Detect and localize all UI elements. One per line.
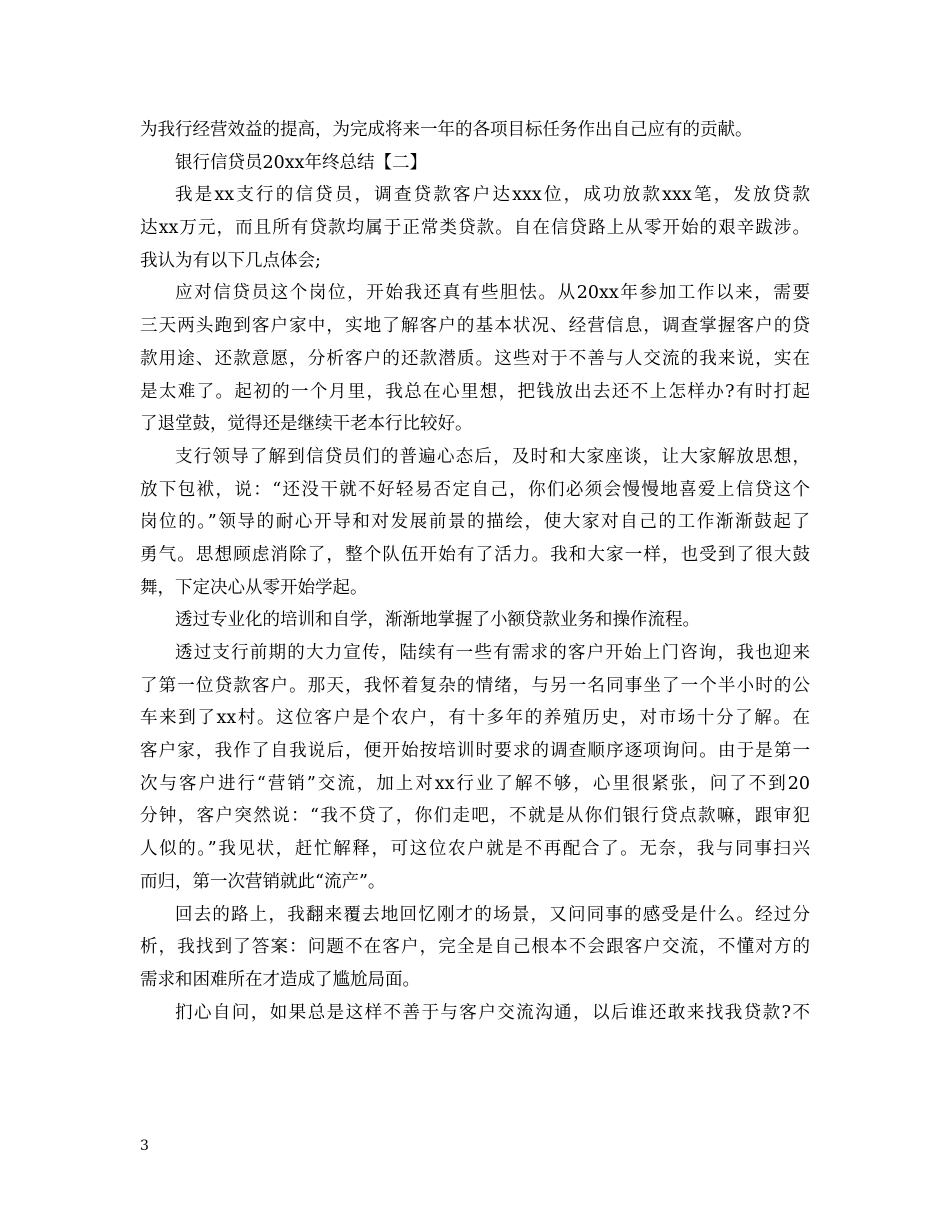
text-line: 款用途、还款意愿，分析客户的还款潜质。这些对于不善与人交流的我来说，实在 (140, 348, 810, 369)
text-line: 而归，第一次营销就此“流产”。 (140, 871, 386, 892)
text-line: 我认为有以下几点体会; (140, 250, 321, 271)
text-line: 为我行经营效益的提高，为完成将来一年的各项目标任务作出自己应有的贡献。 (140, 120, 753, 140)
text-line: 支行领导了解到信贷员们的普遍心态后，及时和大家座谈，让大家解放思想， (175, 446, 810, 467)
text-line: 我是xx支行的信贷员，调查贷款客户达xxx位，成功放款xxx笔，发放贷款 (175, 185, 810, 206)
text-line: 客户家，我作了自我说后，便开始按培训时要求的调查顺序逐项询问。由于是第一 (140, 741, 810, 762)
text-line: 透过专业化的培训和自学，渐渐地掌握了小额贷款业务和操作流程。 (175, 610, 700, 631)
text-line: 应对信贷员这个岗位，开始我还真有些胆怯。从20xx年参加工作以来，需要 (175, 283, 810, 304)
text-line: 析，我找到了答案：问题不在客户，完全是自己根本不会跟客户交流，不懂对方的 (140, 937, 810, 958)
document-body (140, 114, 810, 1029)
text-line: 三天两头跑到客户家中，实地了解客户的基本状况、经营信息，调查掌握客户的贷 (140, 316, 810, 337)
text-line: 回去的路上，我翻来覆去地回忆刚才的场景，又问同事的感受是什么。经过分 (175, 904, 810, 925)
text-line: 了第一位贷款客户。那天，我怀着复杂的情绪，与另一名同事坐了一个半小时的公 (140, 675, 810, 696)
text-line: 需求和困难所在才造成了尴尬局面。 (140, 969, 420, 990)
text-line: 车来到了xx村。这位客户是个农户，有十多年的养殖历史，对市场十分了解。在 (140, 708, 810, 729)
text-line: 舞，下定决心从零开始学起。 (140, 577, 368, 598)
text-line: 扪心自问，如果总是这样不善于与客户交流沟通，以后谁还敢来找我贷款?不 (175, 1002, 810, 1023)
text-line: 岗位的。”领导的耐心开导和对发展前景的描绘，使大家对自己的工作渐渐鼓起了 (140, 512, 810, 533)
text-line: 是太难了。起初的一个月里，我总在心里想，把钱放出去还不上怎样办?有时打起 (140, 381, 810, 402)
text-line: 透过支行前期的大力宣传，陆续有一些有需求的客户开始上门咨询，我也迎来 (175, 643, 810, 663)
text-line: 分钟，客户突然说：“我不贷了，你们走吧，不就是从你们银行贷点款嘛，跟审犯 (140, 806, 810, 827)
text-line: 放下包袱，说：“还没干就不好轻易否定自己，你们必须会慢慢地喜爱上信贷这个 (140, 479, 810, 500)
text-line: 达xx万元，而且所有贷款均属于正常类贷款。自在信贷路上从零开始的艰辛跋涉。 (140, 218, 810, 239)
section-heading: 银行信贷员20xx年终总结【二】 (175, 152, 428, 173)
page-number: 3 (140, 1138, 149, 1154)
text-line: 次与客户进行“营销”交流，加上对xx行业了解不够，心里很紧张，问了不到20 (140, 773, 810, 794)
text-line: 勇气。思想顾虑消除了，整个队伍开始有了活力。我和大家一样，也受到了很大鼓 (140, 544, 810, 565)
text-line: 了退堂鼓，觉得还是继续干老本行比较好。 (140, 414, 473, 435)
text-line: 人似的。”我见状，赶忙解释，可这位农户就是不再配合了。无奈，我与同事扫兴 (140, 839, 810, 860)
